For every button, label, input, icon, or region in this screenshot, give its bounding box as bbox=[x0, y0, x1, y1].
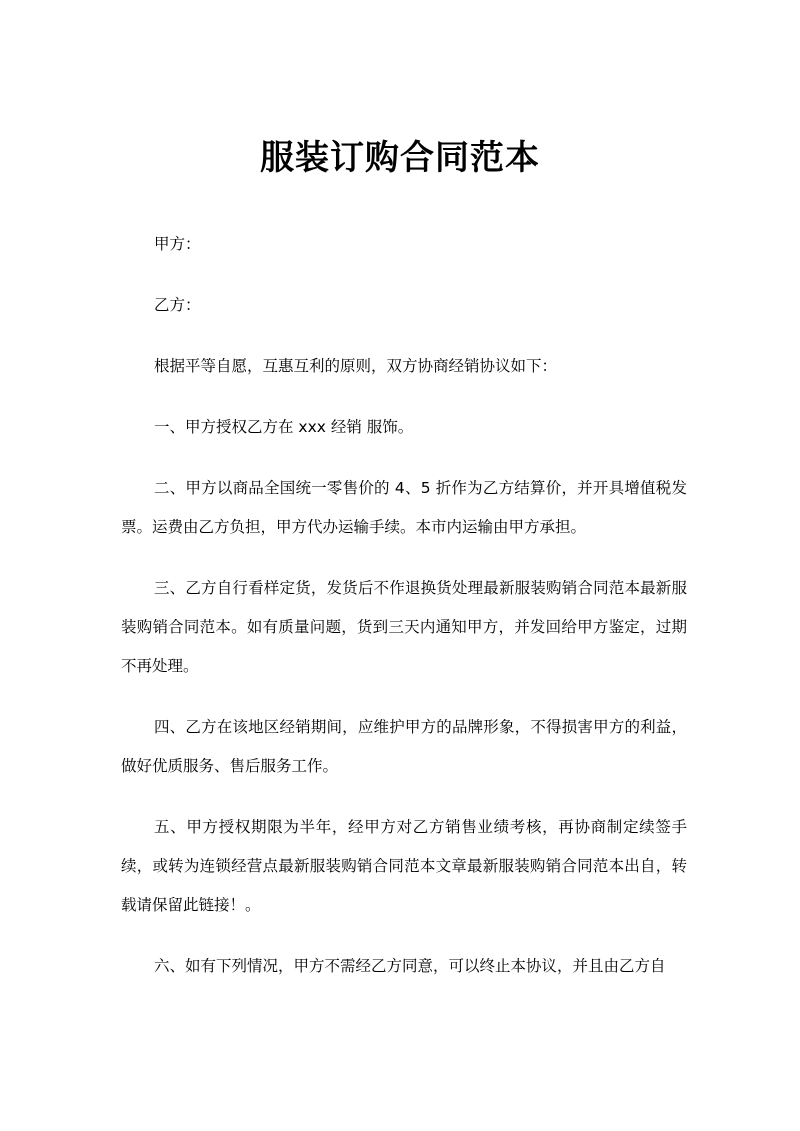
document-body bbox=[121, 225, 687, 1008]
clause-1-paragraph: 一、甲方授权乙方在 xxx 经销 服饰。 bbox=[154, 418, 414, 436]
page-title: 服装订购合同范本 bbox=[260, 138, 540, 178]
preamble-paragraph: 根据平等自愿，互惠互利的原则，双方协商经销协议如下： bbox=[154, 357, 558, 375]
clause-3-paragraph: 三、乙方自行看样定货，发货后不作退换货处理最新服装购销合同范本最新服装购销合同范本。如有质量问题，货到三天内通知甲方，并发回给甲方鉴定，过期不再处理。 bbox=[121, 579, 687, 675]
clause-2-paragraph: 二、甲方以商品全国统一零售价的 4、5 折作为乙方结算价，并开具增值税发票。运费由乙方负担，甲方代办运输手续。本市内运输由甲方承担。 bbox=[121, 479, 687, 536]
party-b-line: 乙方： bbox=[154, 296, 201, 314]
clause-4-paragraph: 四、乙方在该地区经销期间，应维护甲方的品牌形象，不得损害甲方的利益，做好优质服务、售后服务工作。 bbox=[121, 718, 687, 775]
clause-5-paragraph: 五、甲方授权期限为半年，经甲方对乙方销售业绩考核，再协商制定续签手续，或转为连锁经营点最新服装购销合同范本文章最新服装购销合同范本出自，转载请保留此链接！。 bbox=[121, 818, 687, 914]
clause-6-paragraph: 六、如有下列情况，甲方不需经乙方同意，可以终止本协议，并且由乙方自 bbox=[154, 957, 666, 975]
party-a-line: 甲方： bbox=[154, 235, 201, 253]
